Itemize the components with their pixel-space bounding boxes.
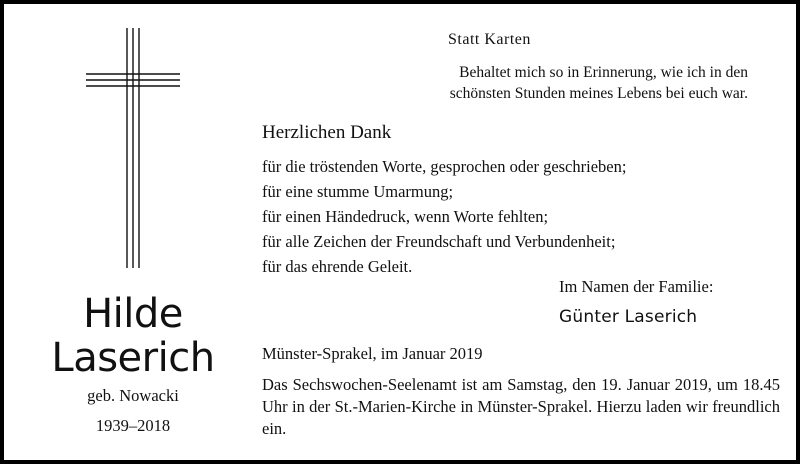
life-years: 1939–2018 [95,416,171,435]
place-date: Münster-Sprakel, im Januar 2019 [262,344,483,363]
family-signature-name: Günter Laserich [559,307,698,327]
motto-line: schönsten Stunden meines Lebens bei euch war. [449,85,748,102]
cross-icon [86,28,180,268]
heading-statt-karten: Statt Karten [448,31,531,48]
thanks-line: für das ehrende Geleit. [262,257,413,276]
thanks-title: Herzlichen Dank [262,122,392,143]
thanks-line: für eine stumme Umarmung; [262,182,454,201]
motto [402,62,748,104]
thanks-list [262,154,626,279]
announcement-text: Das Sechswochen-Seelenamt ist am Samstag, den 19. Januar 2019, um 18.45 Uhr in der St.-Marien-Kirche in Münster-Sprakel. Hierzu laden wir freundlich ein. [262,375,780,438]
deceased-first-name: Hilde [83,291,183,337]
deceased-last-name: Laserich [51,335,215,381]
family-label: Im Namen der Familie: [559,277,714,296]
thanks-line: für alle Zeichen der Freundschaft und Verbundenheit; [262,232,616,251]
maiden-name: geb. Nowacki [87,386,179,405]
thanks-line: für die tröstenden Worte, gesprochen oder geschrieben; [262,157,627,176]
motto-line: Behaltet mich so in Erinnerung, wie ich in den [459,64,748,81]
thanks-line: für einen Händedruck, wenn Worte fehlten; [262,207,549,226]
